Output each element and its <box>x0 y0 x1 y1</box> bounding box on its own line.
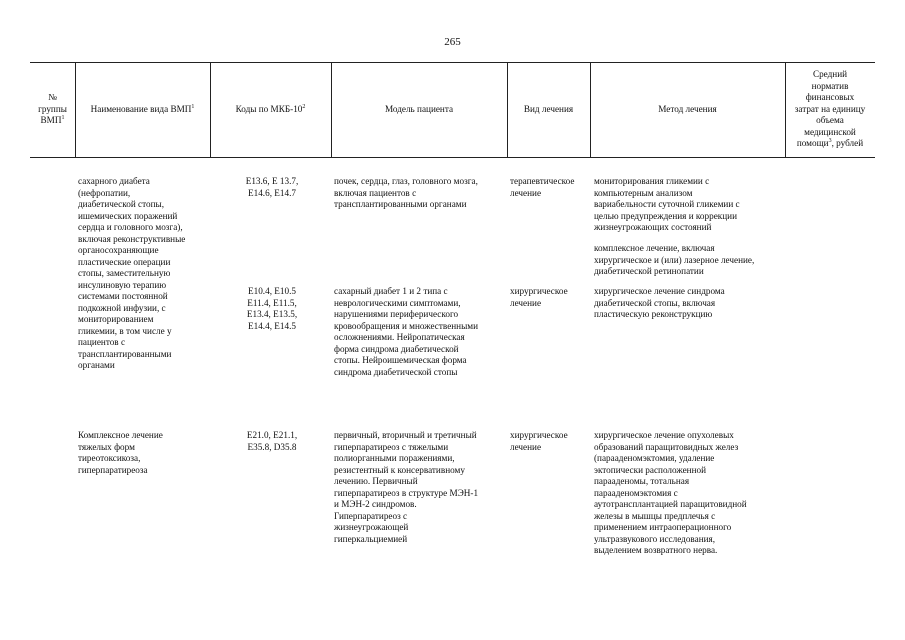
icd-codes-cell: E21.0, E21.1, E35.8, D35.8 <box>246 430 298 452</box>
patient-model-cell: первичный, вторичный и третичный гиперпаратиреоз с тяжелыми полиорганными поражениями, резистентный к консервативному лечению. Первичный гиперпаратиреоз в структуре МЭН-1 и МЭН-2 синдромов. Гиперпаратиреоз с жизнеугрожающей гиперкальциемией <box>334 430 479 544</box>
icd-codes-cell: E10.4, E10.5 E11.4, E11.5, E13.4, E13.5, E14.4, E14.5 <box>246 286 298 331</box>
vmp-name-cell: Комплексное лечение тяжелых форм тиреотоксикоза, гиперпаратиреоза <box>78 430 163 475</box>
header-icd-codes: Коды по МКБ-$10^2$ <box>235 103 306 114</box>
header-treatment-type: Вид лечения <box>523 103 574 114</box>
treatment-type-cell: хирургическое лечение <box>510 286 568 308</box>
patient-model-cell: сахарный диабет 1 и 2 типа с неврологическими симптомами, нарушениями периферического кровообращения и множественными осложнениями. Нейропатическая форма синдрома диабетической стопы. Нейроишемическая форма синдрома диабетической стопы <box>334 286 479 377</box>
header-bottom-rule <box>30 157 875 158</box>
treatment-type-cell: терапевтическое лечение <box>510 176 575 198</box>
patient-model-cell: почек, сердца, глаз, головного мозга, включая пациентов с трансплантированными органами <box>334 176 478 209</box>
header-average-cost: Средний норматив финансовых затрат на единицу объема медицинской помощи$^3$, рублей <box>794 69 866 149</box>
header-group-number: № группы ВМП$^1$ <box>38 92 67 126</box>
header-treatment-method: Метод лечения <box>658 103 717 114</box>
page-number: 265 <box>444 36 461 48</box>
treatment-method-cell: хирургическое лечение опухолевых образований паращитовидных желез (парааденомэктомия, удаление эктопически расположенной парааденомы, тотальная парааденомэктомия с аутотрансплантацией паращитовидной железы в мышцы предплечья с применением интраоперационного ультразвукового исследования, выделением возвратного нерва. <box>594 430 747 555</box>
treatment-method-cell: комплексное лечение, включая хирургическое и (или) лазерное лечение, диабетической ретинопатии <box>594 243 755 276</box>
vmp-name-cell: сахарного диабета (нефропатии, диабетической стопы, ишемических поражений сердца и головного мозга), включая реконструктивные органосохраняющие пластические операции стопы, заместительную инсулиновую терапию системами постоянной подкожной инфузии, с мониторированием гликемии, в том числе у пациентов с трансплантированными органами <box>78 176 186 370</box>
header-patient-model: Модель пациента <box>384 103 454 114</box>
treatment-method-cell: мониторирования гликемии с компьютерным анализом вариабельности суточной гликемии с целью предупреждения и коррекции жизнеугрожающих состояний <box>594 176 740 232</box>
icd-codes-cell: E13.6, E 13.7, E14.6, E14.7 <box>245 176 299 198</box>
treatment-type-cell: хирургическое лечение <box>510 430 568 452</box>
header-vmp-name: Наименование вида ВМП$^1$ <box>90 103 195 114</box>
treatment-method-cell: хирургическое лечение синдрома диабетической стопы, включая пластическую реконструкцию <box>594 286 725 319</box>
